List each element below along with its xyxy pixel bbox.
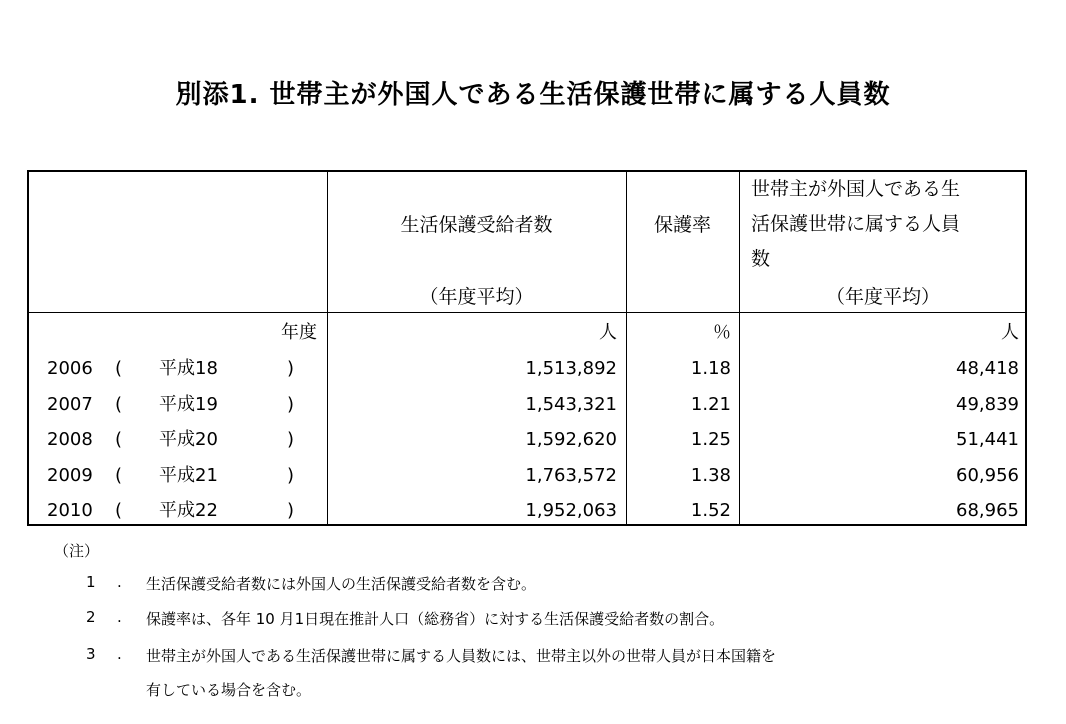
cell-paren-open: ( — [115, 464, 123, 486]
header-divider — [29, 312, 1025, 313]
note-text-continued: 有している場合を含む。 — [146, 681, 312, 699]
note-dot: . — [117, 645, 122, 663]
cell-era-year: 平成20 — [159, 429, 218, 450]
cell-foreign: 60,956 — [956, 464, 1019, 486]
cell-year: 2006 — [47, 358, 93, 379]
header-foreign-sub: （年度平均） — [825, 286, 940, 308]
cell-paren-open: ( — [115, 500, 123, 521]
note-dot: . — [117, 573, 122, 591]
note-number: 1 — [86, 573, 96, 591]
cell-era-year: 平成19 — [159, 393, 218, 415]
note-text: 生活保護受給者数には外国人の生活保護受給者数を含む。 — [146, 575, 537, 593]
cell-recipients: 1,543,321 — [525, 393, 617, 415]
cell-paren-close: ) — [287, 464, 295, 486]
note-text: 保護率は、各年 10 月1日現在推計人口（総務省）に対する生活保護受給者数の割合。 — [146, 610, 725, 628]
page-title: 別添1. 世帯主が外国人である生活保護世帯に属する人員数 — [175, 80, 891, 110]
cell-paren-open: ( — [115, 429, 123, 450]
unit-recipients: 人 — [599, 322, 617, 343]
cell-year: 2009 — [47, 464, 93, 486]
cell-year: 2008 — [47, 429, 93, 450]
cell-rate: 1.18 — [690, 358, 731, 379]
unit-rate: ％ — [713, 322, 731, 343]
note-text: 世帯主が外国人である生活保護世帯に属する人員数には、世帯主以外の世帯人員が日本国籍を — [146, 647, 777, 665]
cell-paren-open: ( — [115, 393, 123, 415]
unit-year: 年度 — [281, 322, 317, 343]
cell-era-year: 平成22 — [159, 500, 218, 521]
note-number: 3 — [86, 645, 96, 663]
cell-foreign: 51,441 — [956, 429, 1019, 450]
cell-rate: 1.38 — [690, 464, 731, 486]
cell-recipients: 1,513,892 — [525, 358, 617, 379]
header-recipients: 生活保護受給者数 — [400, 214, 553, 236]
cell-recipients: 1,952,063 — [525, 500, 617, 521]
note-number: 2 — [86, 608, 96, 626]
cell-paren-close: ) — [287, 393, 295, 415]
cell-paren-close: ) — [287, 429, 295, 450]
notes-label: （注） — [54, 542, 100, 560]
cell-paren-close: ) — [287, 358, 295, 379]
cell-rate: 1.21 — [690, 393, 731, 415]
data-table — [27, 170, 1027, 526]
cell-recipients: 1,592,620 — [525, 429, 617, 450]
note-dot: . — [117, 608, 122, 626]
cell-foreign: 68,965 — [956, 500, 1019, 521]
cell-foreign: 48,418 — [956, 358, 1019, 379]
cell-foreign: 49,839 — [956, 393, 1019, 415]
header-recipients-sub: （年度平均） — [419, 286, 534, 308]
cell-paren-close: ) — [287, 500, 295, 521]
header-rate: 保護率 — [653, 214, 711, 236]
cell-era-year: 平成21 — [159, 464, 218, 486]
cell-year: 2007 — [47, 393, 93, 415]
header-foreign-line1: 世帯主が外国人である生 — [751, 178, 961, 200]
cell-paren-open: ( — [115, 358, 123, 379]
col-divider — [739, 172, 740, 524]
cell-rate: 1.52 — [690, 500, 731, 521]
header-foreign-line3: 数 — [751, 248, 771, 270]
header-foreign-line2: 活保護世帯に属する人員 — [751, 213, 961, 235]
cell-year: 2010 — [47, 500, 93, 521]
cell-era-year: 平成18 — [159, 358, 218, 379]
cell-rate: 1.25 — [690, 429, 731, 450]
unit-foreign: 人 — [1001, 322, 1019, 343]
cell-recipients: 1,763,572 — [525, 464, 617, 486]
